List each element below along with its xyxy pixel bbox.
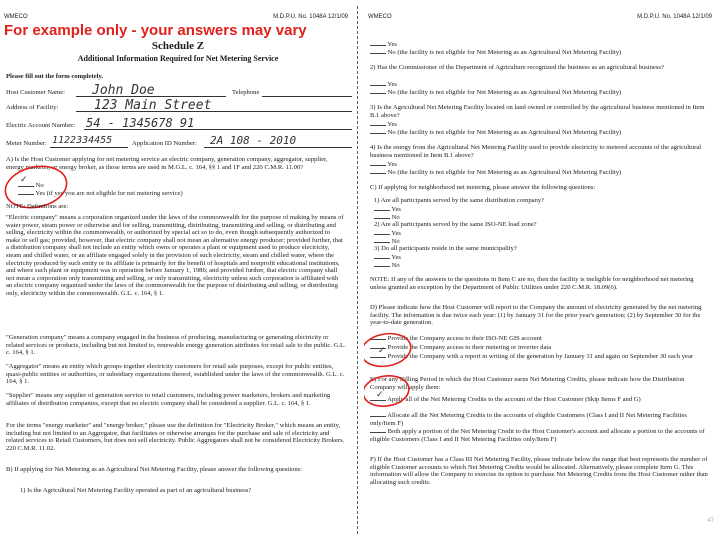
company-header: WMECO [368,14,392,20]
checkmark-icon: ✓ [378,345,386,355]
question-b3: 3) Is the Agricultural Net Metering Facility located on land owned or controlled by the agricultural business mentioned in Item B.1 above? [370,104,705,119]
neighborhood-note: NOTE: If any of the answers to the questions in Item C are no, then the facility is ineligible for neighborhood net metering unless granted an exception by the Department of Public Utilities under 220 C.M.R. 18.09(6). [370,276,694,291]
schedule-subtitle: Additional Information Required for Net Metering Service [77,54,279,63]
def-electric-company: "Electric company" means a corporation organized under the laws of the commonwealth for the purpose of making by means of water power, steam power or otherwise and for selling, transmitting, distributing, transmitting and selling, or distributing and selling, electricity within the commonwealth, or authorized by special act so to do, even though subsequently authorized to make or sell gas; provided, however, that electric company shall not mean an alternative energy producer; provided further, that a distribution company shall not include an entity which owns or operates a plant or equipment used to produce electricity, steam and chilled water, or an affiliate engaged solely in the provision of such electricity, steam and chilled water, where the electricity produced by such entity or its affiliate is primarily for the benefit of hospitals and nonprofit educational institutions, and where such plant or equipment was in operation before January 1, 1986; and provided further, that electric company shall not mean a corporation only transmitting and selling, or only transmitting, electricity unless such corporation is affiliated with an electric company organized under the laws of the commonwealth for the purpose of distributing and selling, or distributing only, electricity within the commonwealth. G.L. c. 164, § 1. [6,214,344,297]
option-a-no[interactable]: No [18,181,44,190]
option-a-yes[interactable]: Yes (if yes you are not eligible for net metering service) [18,189,183,198]
application-id-label: Application ID Number: [132,140,197,147]
b2-no[interactable]: No (the facility is not eligible for Net Metering as an Agricultural Net Metering Facility) [370,88,710,97]
host-name-value[interactable]: John Doe [92,83,155,98]
b3-yes[interactable]: Yes [370,120,397,129]
e-option-host[interactable]: Apply all of the Net Metering Credits to the account of the Host Customer (Skip Items F and G) [370,395,710,404]
question-c3: 3) Do all participants reside in the same municipality? [374,245,517,252]
doc-reference: M.D.P.U. No. 1048A 12/1/09 [273,14,348,20]
question-b2: 2) Has the Commissioner of the Department of Agriculture recognized the business as an agricultural business? [370,64,664,71]
schedule-title: Schedule Z [151,40,205,52]
address-label: Address of Facility: [6,104,59,111]
d-option-report[interactable]: Provide the Company with a report in writing of the generation by January 31 and again on September 30 each year [370,352,700,361]
def-supplier: "Supplier" means any supplier of generation service to retail customers, including power marketers, brokers and marketing affiliates of distribution companies, except that no electric company shall be considered a supplier. G.L. c. 164, § 1. [6,392,331,407]
def-energy-marketer: For the terms "energy marketer" and "energy broker," please use the definition for "Electricity Broker," which means an entity, including but not limited to an Aggregator, that facilitates or otherwise arranges for the purchase and sale of electricity and related services to Retail Customers, but does not sell electricity. Public Aggregators shall not be considered Electricity Brokers. 220 C.M.R. 11.02. [6,422,345,452]
b1-no[interactable]: No (the facility is not eligible for Net Metering as an Agricultural Net Metering Facility) [370,48,710,57]
question-c2: 2) Are all participants served by the same ISO-NE load zone? [374,221,537,228]
e-option-allocate[interactable]: Allocate all the Net Metering Credits to the accounts of eligible Customers (Class I and II Net Metering Facilities only/Item F) [370,412,687,427]
question-d: D) Please indicate how the Host Customer will report to the Company the amount of electricity generated by the net metering facility. The information is due twice each year: (1) by January 31 for the prior year's generation; (2) by September 30 for the year-to-date generation. [370,304,702,327]
company-header: WMECO [4,14,28,20]
c3-yes[interactable]: Yes [374,253,401,262]
c2-yes[interactable]: Yes [374,229,401,238]
account-value[interactable]: 54 - 1345678 91 [86,116,195,130]
telephone-label: Telephone [232,89,260,96]
checkmark-icon: ✓ [376,389,384,399]
b1-yes[interactable]: Yes [370,40,397,49]
d-option-metering[interactable]: Provide the Company access to their metering or inverter data [370,343,700,352]
red-circle-annotation [364,372,414,410]
question-b4: 4) Is the energy from the Agricultural Net Metering Facility used to provide electricity to metered accounts of the agricultural business mentioned in Item B.1 above? [370,144,702,159]
question-a: A) Is the Host Customer applying for net metering service an electric company, generation company, aggregator, supplier, energy marketer, or energy broker, as those terms are used in M.G.L. c. 164, §§ 1 and 1F and 220 C.M.R. 11.00? [6,156,328,171]
d-option-gis[interactable]: Provide the Company access to their ISO-NE GIS account [370,334,700,343]
red-circle-annotation [364,330,414,370]
b4-yes[interactable]: Yes [370,160,397,169]
account-label: Electric Account Number: [6,122,76,129]
b3-no[interactable]: No (the facility is not eligible for Net Metering as an Agricultural Net Metering Facility) [370,128,710,137]
definitions-note: NOTE: Definitions are: [6,203,69,210]
c3-no[interactable]: No [374,261,400,270]
meter-label: Meter Number: [6,140,47,147]
question-b1: 1) Is the Agricultural Net Metering Facility operated as part of an agricultural business? [20,487,252,494]
instruction: Please fill out the form completely. [6,73,104,80]
doc-reference: M.D.P.U. No. 1048A 12/1/09 [637,14,712,20]
meter-value[interactable]: 1122334455 [52,135,113,146]
question-f: F) If the Host Customer has a Class III Net Metering Facility, please indicate below the range that best represents the number of eligible Customer accounts to which Net Metering Credits would be allocated. Alternatively, please complete Item G. This information will allow the Company to exercise its option to purchase Net Metering Credits from the Host Customer rather than allocating such credits. [370,456,708,486]
right-form-page [364,0,720,540]
c2-no[interactable]: No [374,237,400,246]
host-name-label: Host Customer Name: [6,89,65,96]
checkmark-icon: ✓ [20,174,28,184]
question-c: C) If applying for neighborhood net metering, please answer the following questions: [370,184,596,191]
left-form-page [0,0,356,540]
telephone-line[interactable] [262,96,352,97]
application-id-value[interactable]: 2A 108 - 2010 [210,134,297,147]
def-aggregator: "Aggregator" means an entity which groups together electricity customers for retail sale purposes, except for public entities, quasi-public entities or authorities, or subsidiary organizations thereof, established under the laws of the commonwealth. G.L. c. 164, § 1. [6,363,345,386]
b2-yes[interactable]: Yes [370,80,397,89]
question-b: B) If applying for Net Metering as an Agricultural Net Metering Facility, please answer the following questions: [6,466,303,473]
question-e: E) For any Billing Period in which the Host Customer earns Net Metering Credits, please indicate how the Distribution Company will apply them: [370,376,685,391]
e-option-both[interactable]: Both apply a portion of the Net Metering Credit to the Host Customer's account and allocate a portion to the accounts of eligible Customers (Class I and II Net Metering Facilities only/Item F) [370,428,705,443]
b4-no[interactable]: No (the facility is not eligible for Net Metering as an Agricultural Net Metering Facility) [370,168,710,177]
page-divider [357,6,358,534]
application-id-line [204,147,352,148]
address-value[interactable]: 123 Main Street [94,98,212,113]
c1-yes[interactable]: Yes [374,205,401,214]
c1-no[interactable]: No [374,213,400,222]
question-c1: 1) Are all participants served by the same distribution company? [374,197,545,204]
example-note: For example only - your answers may vary [4,22,307,39]
meter-line [50,147,128,148]
page-number: 47 [707,518,714,524]
def-generation-company: "Generation company" means a company engaged in the business of producing, manufacturing or generating electricity or related services or products, including but not limited to, renewable energy generation attributes for retail sale to the public. G.L. c. 164, § 1. [6,334,346,357]
